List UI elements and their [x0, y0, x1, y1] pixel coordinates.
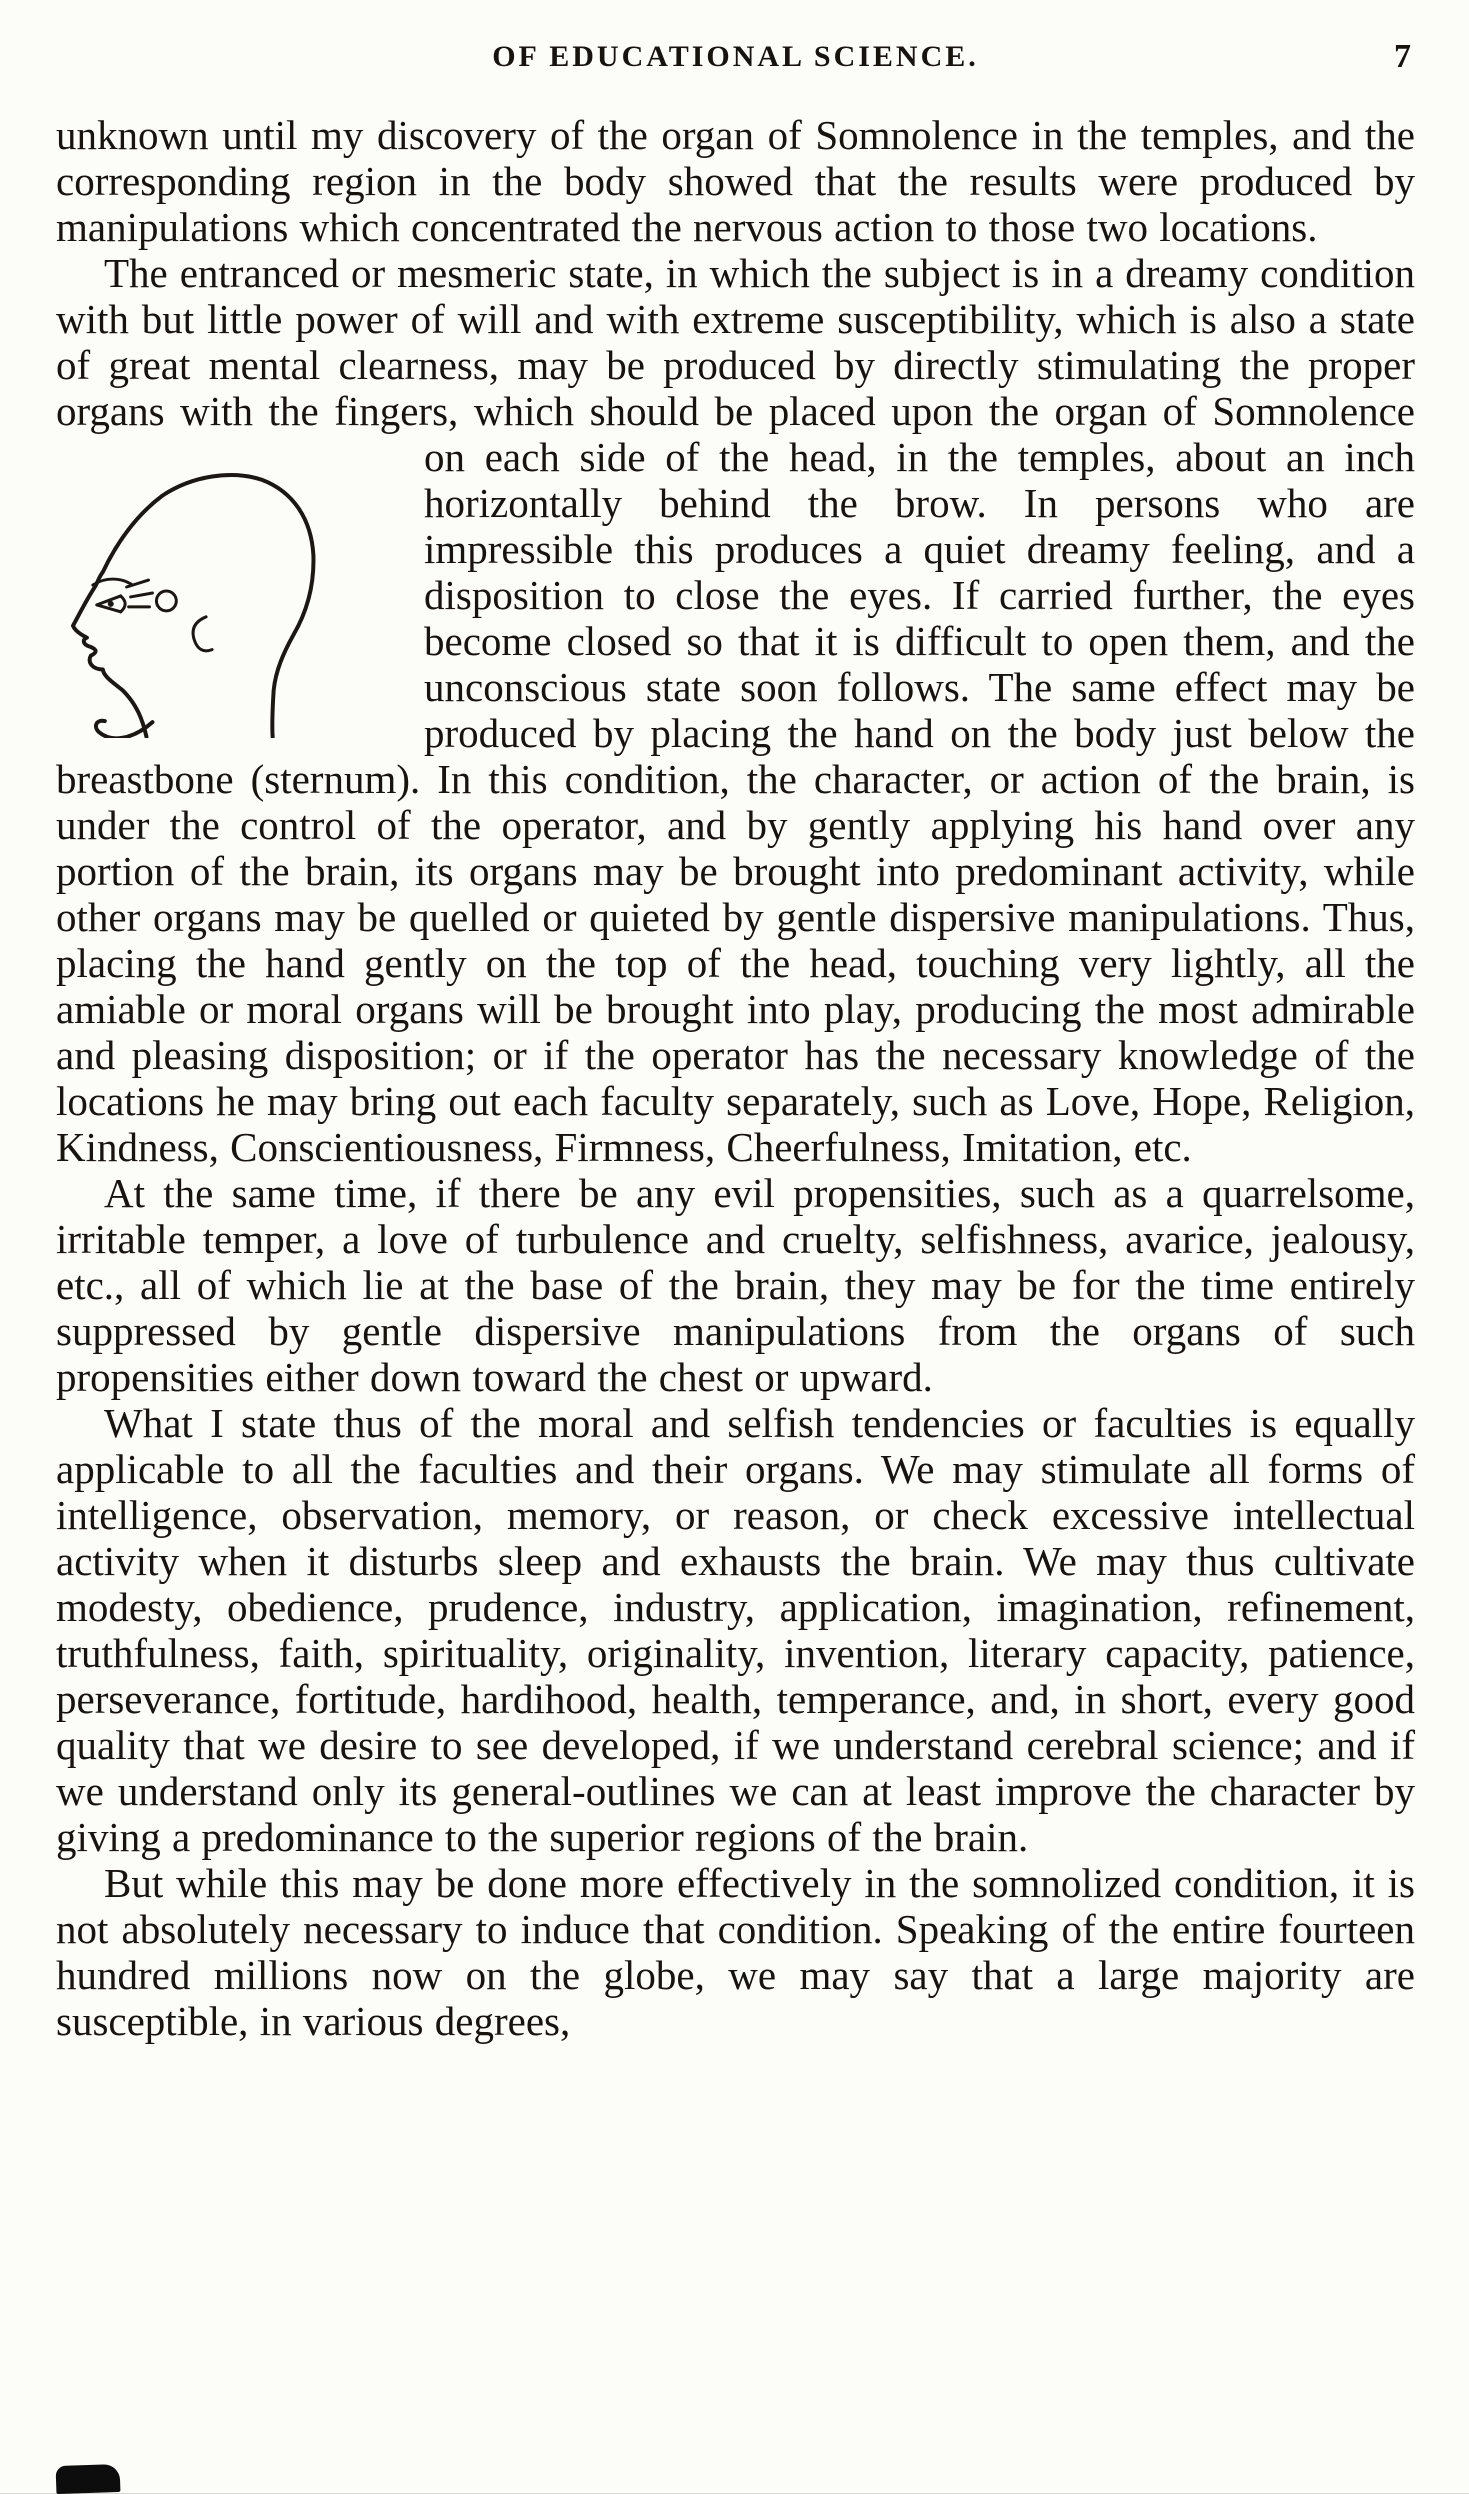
paragraph-faculties: What I state thus of the moral and selfish tendencies or faculties is equally applicable to all the faculties and their organs. We may stimulate all forms of intelligence, observation, memory, or reason, or check excessive intellectual activity when it disturbs sleep and exhausts the brain. We may thus cultivate modesty, obedience, prudence, industry, application, imagination, refinement, truthfulness, faith, spirituality, originality, invention, literary capacity, patience, perseverance, fortitude, hardihood, health, temperance, and, in short, every good quality that we desire to see developed, if we understand cerebral science; and if we understand only its general-outlines we can at least improve the character by giving a predominance to the superior regions of the brain. [56, 1400, 1415, 1860]
hatch-stroke [131, 593, 153, 597]
temple-circle [156, 591, 176, 611]
paragraph-continuation: unknown until my discovery of the organ of Somnolence in the temples, and the corresponding region in the body showed that the results were produced by manipulations which concentrated the nervous action to those two locations. [56, 112, 1415, 250]
page-number: 7 [1394, 38, 1411, 75]
paragraph-text-before-figure: The entranced or mesmeric state, in which the subject is in a dreamy condition with but little power of will and with extreme susceptibility, which is also a state of great mental clearness, may be produced by directly stimulating the proper organs with the fingers, which should be placed upon the organ of Somnolence on each side [56, 250, 1415, 480]
paragraph-somnolized-condition: But while this may be done more effectively in the somnolized condition, it is not absolutely necessary to induce that condition. Speaking of the entire fourteen hundred millions now on the globe, we may say that a large majority are susceptible, in various degrees, [56, 1860, 1415, 2044]
paragraph-evil-propensities: At the same time, if there be any evil propensities, such as a quarrelsome, irritable temper, a love of turbulence and cruelty, selfishness, avarice, jealousy, etc., all of which lie at the base of the brain, they may be for the time entirely suppressed by gentle dispersive manipulations from the organs of such propensities either down toward the chest or upward. [56, 1170, 1415, 1400]
head-outline [73, 475, 313, 738]
eye-pupil [108, 601, 114, 607]
scan-ink-artifact [56, 2464, 121, 2494]
head-profile-illustration [56, 440, 388, 738]
page-body-text [56, 112, 1415, 2044]
paragraph-text-after-figure: of the head, in the temples, about an inch horizontally behind the brow. In persons who are impressible this produces a quiet dreamy feeling, and a disposition to close the eyes. If carried further, the eyes become closed so that it is difficult to open them, and the unconscious state soon follows. The same effect may be produced by placing the hand on the body just below the breastbone (sternum). In this condition, the character, or action of the brain, is under the control of the operator, and by gently applying his hand over any portion of the brain, its organs may be brought into predominant activity, while other organs may be quelled or quieted by gentle dispersive manipulations. Thus, placing the hand gently on the top of the head, touching very lightly, all the amiable or moral organs will be brought into play, producing the most admirable and pleasing disposition; or if the operator has the necessary knowledge of the locations he may bring out each faculty separately, such as Love, Hope, Religion, Kindness, Conscientiousness, Firmness, Cheerfulness, Imitation, etc. [56, 434, 1415, 1170]
curl-stroke [193, 617, 212, 651]
running-header-title: OF EDUCATIONAL SCIENCE. [492, 40, 979, 73]
eye-stroke [121, 596, 125, 612]
paragraph-entranced-state [56, 250, 1415, 1170]
face-detail-strokes [93, 579, 212, 651]
running-header [56, 40, 1415, 84]
